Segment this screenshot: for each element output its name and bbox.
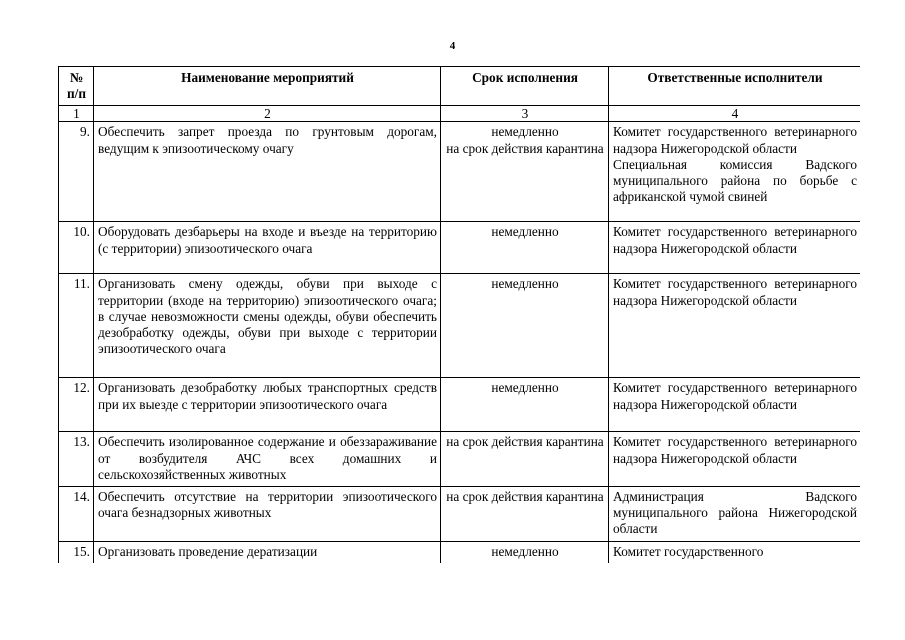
- row-term: [441, 541, 609, 563]
- responsible-line: Комитет государственного ветеринарного надзора Нижегородской области: [613, 124, 857, 156]
- responsible-line: Комитет государственного ветеринарного надзора Нижегородской области: [613, 276, 857, 308]
- term-line: на срок действия карантина: [446, 140, 604, 156]
- measures-table: [58, 66, 860, 563]
- row-responsible: [609, 122, 861, 222]
- row-action: Обеспечить отсутствие на территории эпизоотического очага безнадзорных животных: [94, 487, 441, 542]
- page-number: 4: [449, 40, 456, 52]
- responsible-line: Администрация Вадского муниципального района Нижегородской области: [613, 489, 857, 537]
- responsible-line: Комитет государственного: [613, 543, 764, 559]
- table-row: [59, 274, 861, 378]
- table-row: [59, 432, 861, 487]
- column-number: 3: [441, 106, 609, 122]
- row-number: 15.: [59, 541, 94, 563]
- table-row: [59, 378, 861, 432]
- row-number: 13.: [59, 432, 94, 487]
- row-term: [441, 432, 609, 487]
- row-action: Организовать дезобработку любых транспортных средств при их выезде с территории эпизоотического очага: [94, 378, 441, 432]
- table-header-row: [59, 67, 861, 106]
- term-line: немедленно: [491, 124, 559, 140]
- row-number: 12.: [59, 378, 94, 432]
- measures-table-container: [58, 66, 860, 563]
- row-number: 14.: [59, 487, 94, 542]
- column-number: 2: [94, 106, 441, 122]
- row-responsible: [609, 274, 861, 378]
- header-responsible: Ответственные исполнители: [609, 67, 861, 106]
- term-line: на срок действия карантина: [446, 434, 604, 450]
- table-row: [59, 541, 861, 563]
- responsible-line: Комитет государственного ветеринарного надзора Нижегородской области: [613, 380, 857, 412]
- term-line: на срок действия карантина: [446, 489, 604, 505]
- table-row: [59, 122, 861, 222]
- term-line: немедленно: [491, 543, 559, 559]
- column-numbers-row: [59, 106, 861, 122]
- row-responsible: [609, 541, 861, 563]
- row-number: 10.: [59, 222, 94, 274]
- header-action: Наименование мероприятий: [94, 67, 441, 106]
- term-line: немедленно: [491, 224, 559, 240]
- row-term: [441, 274, 609, 378]
- row-number: 9.: [59, 122, 94, 222]
- row-responsible: [609, 222, 861, 274]
- column-number: 4: [609, 106, 861, 122]
- row-number: 11.: [59, 274, 94, 378]
- row-responsible: [609, 487, 861, 542]
- responsible-line: Специальная комиссия Вадского муниципального района по борьбе с африканской чумой свиней: [613, 156, 857, 205]
- table-row: [59, 487, 861, 542]
- row-term: [441, 378, 609, 432]
- responsible-line: Комитет государственного ветеринарного надзора Нижегородской области: [613, 224, 857, 256]
- row-action: Обеспечить запрет проезда по грунтовым дорогам, ведущим к эпизоотическому очагу: [94, 122, 441, 222]
- row-term: [441, 122, 609, 222]
- row-action: Организовать проведение дератизации: [94, 541, 441, 563]
- table-row: [59, 222, 861, 274]
- term-line: немедленно: [491, 276, 559, 292]
- row-action: Обеспечить изолированное содержание и обеззараживание от возбудителя АЧС всех домашних и сельскохозяйственных животных: [94, 432, 441, 487]
- row-action: Оборудовать дезбарьеры на входе и въезде на территорию (с территории) эпизоотического очага: [94, 222, 441, 274]
- row-responsible: [609, 432, 861, 487]
- column-number: 1: [59, 106, 94, 122]
- row-responsible: [609, 378, 861, 432]
- header-number: № п/п: [59, 67, 94, 106]
- row-action: Организовать смену одежды, обуви при выходе с территории (входе на территорию) эпизоотического очага; в случае невозможности смены одежды, обуви обеспечить дезобработку одежды, обуви при выходе с территории эпизоотического очага: [94, 274, 441, 378]
- row-term: [441, 222, 609, 274]
- header-term: Срок исполнения: [441, 67, 609, 106]
- row-term: [441, 487, 609, 542]
- term-line: немедленно: [491, 380, 559, 396]
- responsible-line: Комитет государственного ветеринарного надзора Нижегородской области: [613, 434, 857, 466]
